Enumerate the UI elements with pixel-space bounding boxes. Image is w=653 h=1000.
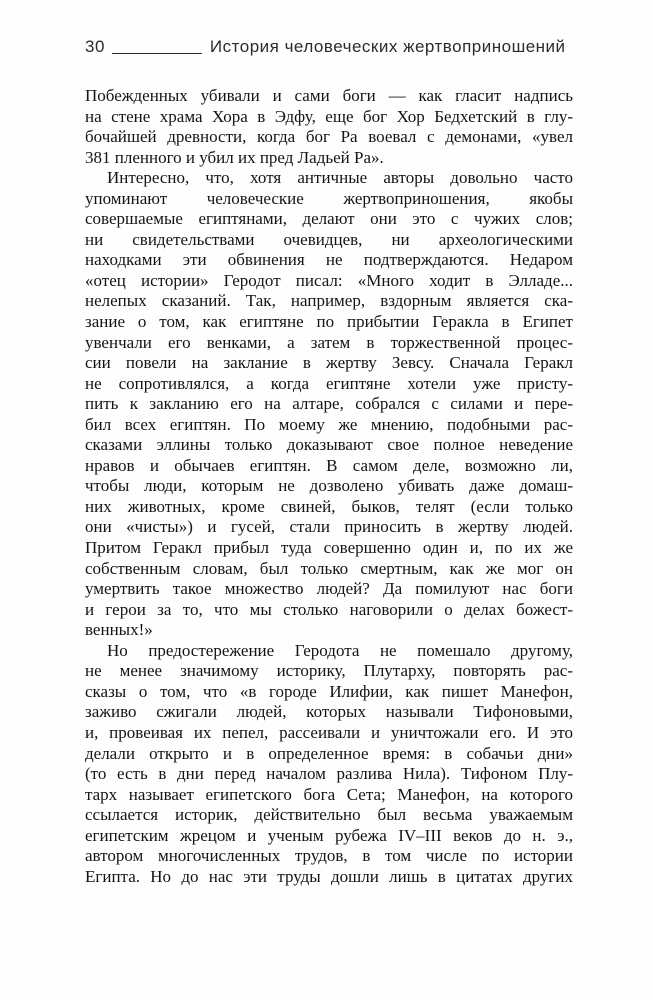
- text-line: сказы о том, что «в городе Илифии, как пишет Манефон,: [85, 681, 573, 701]
- text-line: они «чисты») и гусей, стали приносить в жертву людей.: [85, 517, 573, 537]
- text-line: заживо сжигали людей, которых называли Тифоновыми,: [85, 702, 573, 722]
- text-line: Но предостережение Геродота не помешало другому,: [107, 640, 573, 660]
- text-line: бочайшей древности, когда бог Ра воевал с демонами, «увел: [85, 127, 573, 147]
- paragraph: [85, 168, 573, 641]
- text-line: нелепых сказаний. Так, например, вздорным является ска-: [85, 291, 573, 311]
- text-line: упоминают человеческие жертвоприношения, якобы: [85, 188, 573, 208]
- text-line: чтобы люди, которым не дозволено убивать даже домаш-: [85, 476, 573, 496]
- text-line: Побежденных убивали и сами боги — как гласит надпись: [85, 86, 573, 105]
- text-line: Интересно, что, хотя античные авторы довольно часто: [107, 168, 573, 188]
- text-line: (то есть в дни перед началом разлива Нила). Тифоном Плу-: [85, 764, 573, 784]
- text-line: собственным словам, был только смертным, как же мог он: [85, 558, 573, 578]
- text-line: венных!»: [85, 620, 153, 640]
- text-line: нравов и обычаев египтян. В самом деле, возможно ли,: [85, 455, 573, 475]
- text-line: умертвить такое множество людей? Да помилуют нас боги: [85, 579, 573, 599]
- text-line: пить к закланию его на алтаре, собрался с силами и пере-: [85, 394, 573, 414]
- text-line: делали открыто и в определенное время: в собачьи дни»: [85, 743, 573, 763]
- text-line: «отец истории» Геродот писал: «Много ходит в Элладе...: [85, 270, 573, 290]
- text-line: ни свидетельствами очевидцев, ни археологическими: [85, 229, 573, 249]
- text-line: них животных, кроме свиней, быков, телят (если только: [85, 496, 573, 516]
- text-line: и герои за то, что мы столько наговорили о делах божест-: [85, 599, 573, 619]
- paragraph: [85, 641, 573, 888]
- text-line: бил всех египтян. По моему же мнению, подобными рас-: [85, 414, 573, 434]
- page-number: 30: [85, 37, 105, 56]
- text-line: и, провеивая их пепел, рассеивали и уничтожали его. И это: [85, 722, 573, 742]
- text-line: тарх называет египетского бога Сета; Манефон, на которого: [85, 784, 573, 804]
- text-line: египетским жрецом и ученым рубежа IV–III веков до н. э.,: [85, 825, 573, 845]
- text-line: 381 пленного и убил их пред Ладьей Ра».: [85, 147, 384, 167]
- text-line: автором многочисленных трудов, в том числе по истории: [85, 846, 573, 866]
- text-line: на стене храма Хора в Эдфу, еще бог Хор Бедхетский в глу-: [85, 106, 573, 126]
- text-line: сказами эллины только доказывают свое полное неведение: [85, 435, 573, 455]
- text-line: зание о том, как египтяне по прибытии Геракла в Египет: [85, 312, 573, 332]
- text-line: не менее значимому историку, Плутарху, повторять рас-: [85, 661, 573, 681]
- page-header: [85, 37, 573, 57]
- text-line: совершаемые египтянами, делают они это с чужих слов;: [85, 209, 573, 229]
- running-title: История человеческих жертвоприношений: [209, 37, 566, 56]
- text-line: не сопротивлялся, а когда египтяне хотели уже присту-: [85, 373, 573, 393]
- text-line: находками эти обвинения не подтверждаются. Недаром: [85, 250, 573, 270]
- text-line: сии повели на заклание в жертву Зевсу. Сначала Геракл: [85, 353, 573, 373]
- page-body: [85, 86, 573, 887]
- paragraph: [85, 86, 573, 168]
- text-line: ссылается историк, действительно был весьма уважаемым: [85, 805, 573, 825]
- text-line: увенчали его венками, а затем в торжественной процес-: [85, 332, 573, 352]
- text-line: Египта. Но до нас эти труды дошли лишь в цитатах других: [85, 866, 573, 886]
- header-rule: [112, 52, 202, 54]
- text-line: Притом Геракл прибыл туда совершенно один и, по их же: [85, 538, 573, 558]
